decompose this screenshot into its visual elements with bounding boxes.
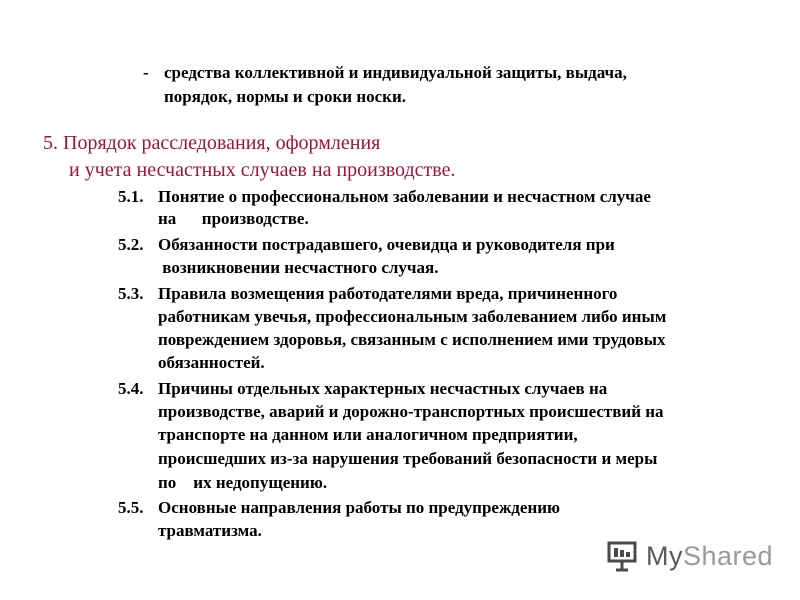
item-number: 5.5. <box>118 498 144 517</box>
item-text-line: Причины отдельных характерных несчастных случаев на <box>158 379 608 398</box>
item-text-line: работникам увечья, профессиональным заболеванием либо иным <box>158 307 667 326</box>
item-text-line: по их недопущению. <box>158 473 328 492</box>
item-text-line: на производстве. <box>158 209 309 228</box>
intro-line-2: порядок, нормы и сроки носки. <box>164 87 407 106</box>
item-text-line: травматизма. <box>158 521 262 540</box>
item-text-line: возникновении несчастного случая. <box>158 258 439 277</box>
intro-line-1: средства коллективной и индивидуальной защиты, выдача, <box>164 63 627 82</box>
item-text-line: происшедших из-за нарушения требований безопасности и меры <box>158 449 658 468</box>
item-text-line: Основные направления работы по предупреждению <box>158 498 561 517</box>
item-number: 5.1. <box>118 187 144 206</box>
presentation-board-icon <box>606 539 640 573</box>
intro-dash: - <box>143 63 149 82</box>
item-text-line: Обязанности пострадавшего, очевидца и руководителя при <box>158 235 615 254</box>
item-text-line: Правила возмещения работодателями вреда, причиненного <box>158 284 618 303</box>
item-number: 5.2. <box>118 235 144 254</box>
item-number: 5.3. <box>118 284 144 303</box>
watermark <box>606 536 773 576</box>
section-title-line-1: 5. Порядок расследования, оформления <box>43 132 381 154</box>
item-number: 5.4. <box>118 379 144 398</box>
watermark-text: MyShared <box>646 540 774 571</box>
item-text-line: Понятие о профессиональном заболевании и несчастном случае <box>158 187 651 206</box>
item-text-line: транспорте на данном или аналогичном предприятии, <box>158 425 578 444</box>
item-text-line: производстве, аварий и дорожно-транспортных происшествий на <box>158 402 664 421</box>
item-text-line: повреждением здоровья, связанным с исполнением ими трудовых <box>158 330 666 349</box>
item-text-line: обязанностей. <box>158 353 265 372</box>
section-title-line-2: и учета несчастных случаев на производстве. <box>69 159 456 181</box>
